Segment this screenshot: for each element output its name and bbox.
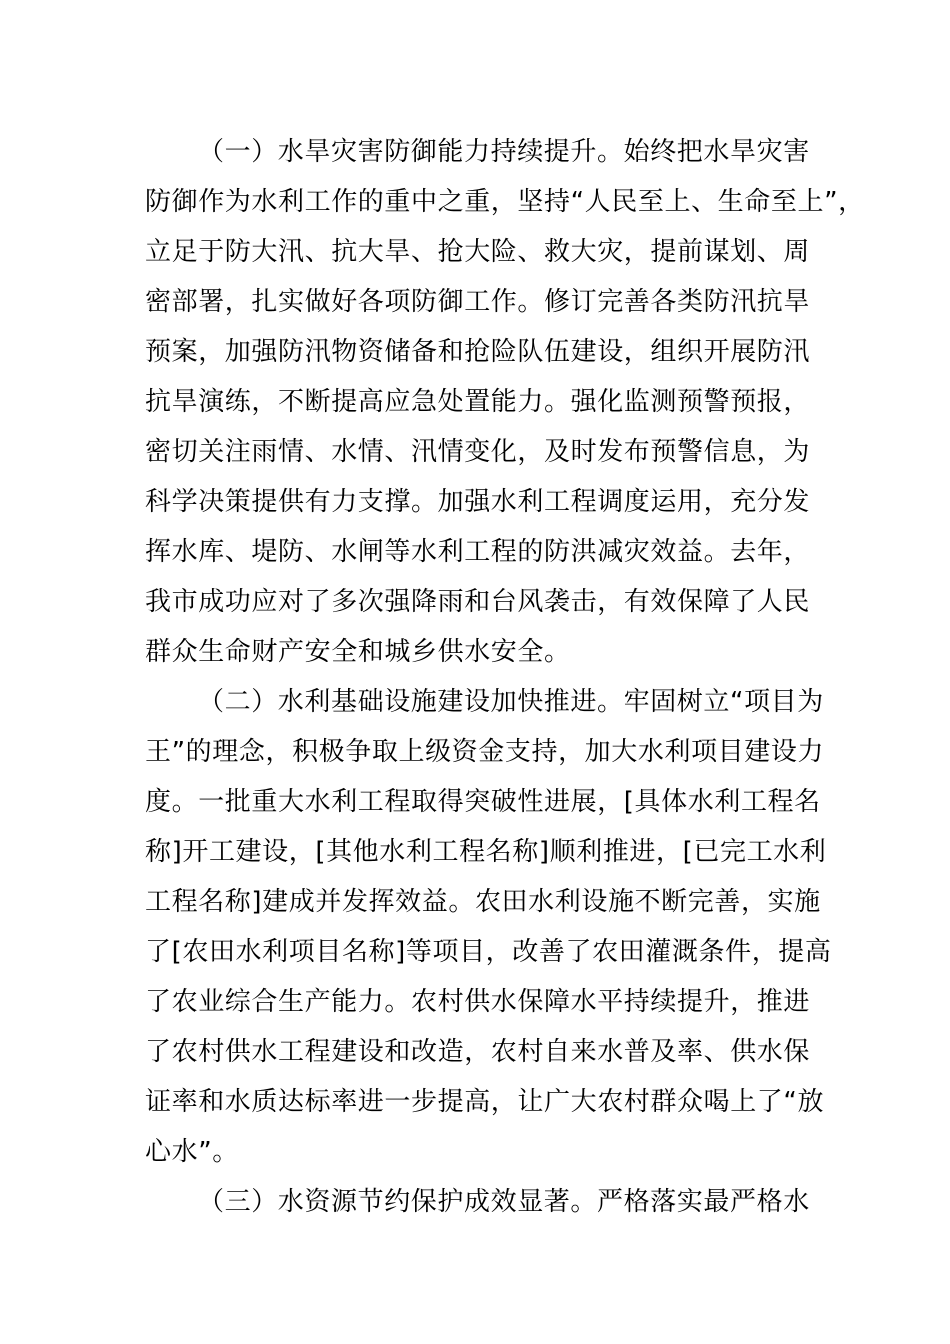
paragraph-1-line-10: 我市成功应对了多次强降雨和台风袭击，有效保障了人民 xyxy=(145,587,811,617)
paragraph-1-line-1: （一）水旱灾害防御能力持续提升。始终把水旱灾害 xyxy=(198,137,810,167)
paragraph-2-line-2: 王”的理念，积极争取上级资金支持，加大水利项目建设力 xyxy=(145,737,825,767)
paragraph-1-line-5: 预案，加强防汛物资储备和抢险队伍建设，组织开展防汛 xyxy=(145,337,811,367)
paragraph-2-line-1: （二）水利基础设施建设加快推进。牢固树立“项目为 xyxy=(198,687,824,717)
paragraph-2-line-10: 心水”。 xyxy=(145,1137,239,1167)
paragraph-2-line-6: 了[农田水利项目名称]等项目，改善了农田灌溉条件，提高 xyxy=(145,937,832,967)
paragraph-1-line-9: 挥水库、堤防、水闸等水利工程的防洪减灾效益。去年， xyxy=(145,537,811,567)
paragraph-1-line-11: 群众生命财产安全和城乡供水安全。 xyxy=(145,637,571,667)
paragraph-2-line-3: 度。一批重大水利工程取得突破性进展，[具体水利工程名 xyxy=(145,787,821,817)
paragraph-1-line-6: 抗旱演练，不断提高应急处置能力。强化监测预警预报， xyxy=(145,387,811,417)
paragraph-1-line-3: 立足于防大汛、抗大旱、抢大险、救大灾，提前谋划、周 xyxy=(145,237,811,267)
paragraph-2-line-4: 称]开工建设，[其他水利工程名称]顺利推进，[已完工水利 xyxy=(145,837,827,867)
paragraph-2-line-7: 了农业综合生产能力。农村供水保障水平持续提升，推进 xyxy=(145,987,811,1017)
paragraph-1-line-2: 防御作为水利工作的重中之重，坚持“人民至上、生命至上”， xyxy=(145,187,865,217)
paragraph-1-line-4: 密部署，扎实做好各项防御工作。修订完善各类防汛抗旱 xyxy=(145,287,811,317)
paragraph-2-line-8: 了农村供水工程建设和改造，农村自来水普及率、供水保 xyxy=(145,1037,811,1067)
paragraph-1-line-7: 密切关注雨情、水情、汛情变化，及时发布预警信息，为 xyxy=(145,437,811,467)
paragraph-2-line-9: 证率和水质达标率进一步提高，让广大农村群众喝上了“放 xyxy=(145,1087,825,1117)
paragraph-3-line-1: （三）水资源节约保护成效显著。严格落实最严格水 xyxy=(198,1187,810,1217)
paragraph-1-line-8: 科学决策提供有力支撑。加强水利工程调度运用，充分发 xyxy=(145,487,811,517)
paragraph-2-line-5: 工程名称]建成并发挥效益。农田水利设施不断完善，实施 xyxy=(145,887,821,917)
